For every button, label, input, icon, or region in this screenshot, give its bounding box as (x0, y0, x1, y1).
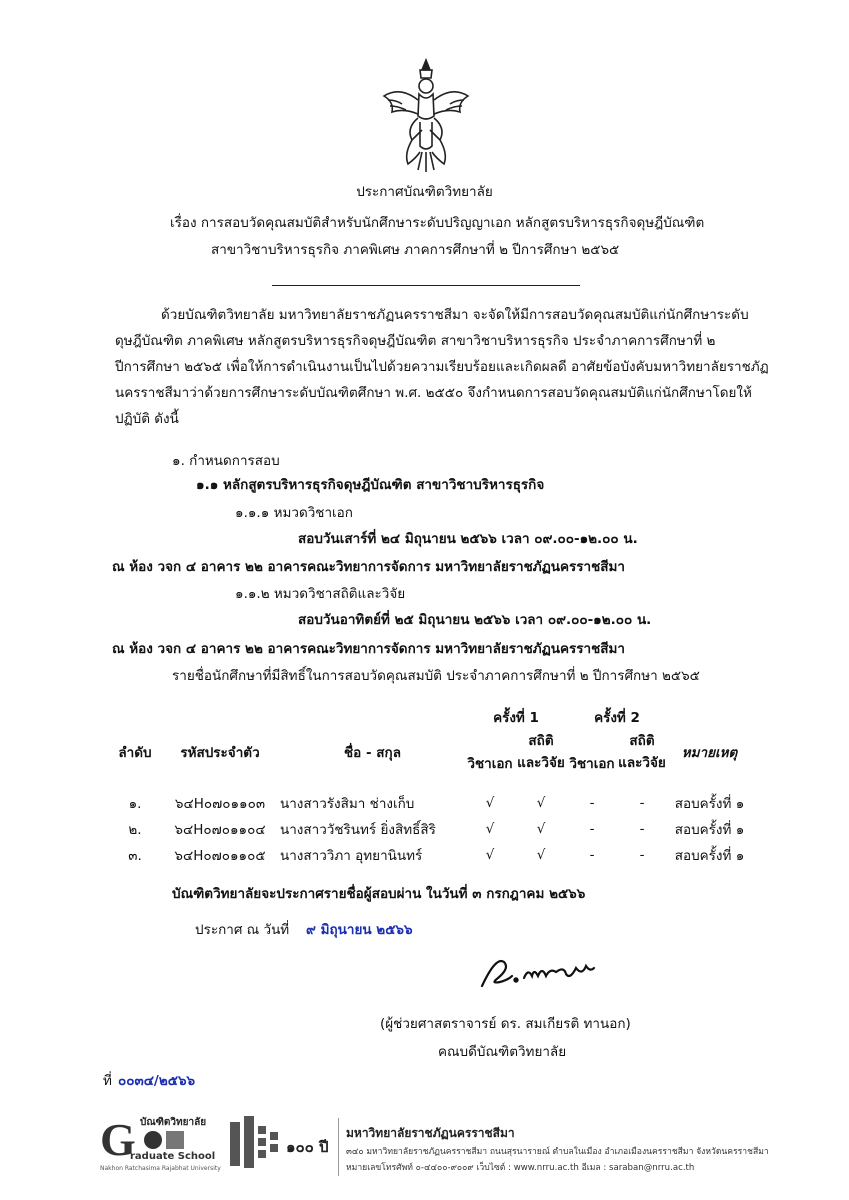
intro-line: ด้วยบัณฑิตวิทยาลัย มหาวิทยาลัยราชภัฏนครราชสีมา จะจัดให้มีการสอบวัดคุณสมบัติแก่นักศึกษาระดับ (161, 307, 749, 323)
subject-line-1: เรื่อง การสอบวัดคุณสมบัติสำหรับนักศึกษาระดับปริญญาเอก หลักสูตรบริหารธุรกิจดุษฎีบัณฑิต (170, 215, 705, 231)
row-r2-stat: - (639, 847, 645, 863)
footer-contact: หมายเลขโทรศัพท์ ๐-๔๔๐๐-๙๐๐๙ เว็บไซต์ : www.nrru.ac.th อีเมล : saraban@nrru.ac.th (346, 1163, 695, 1173)
col-stat-header-a: สถิติ (528, 733, 554, 749)
row-name: นางสาววัชรินทร์ ยิ่งสิทธิ์สิริ (280, 822, 436, 838)
item-stat-subject: ๑.๑.๒ หมวดวิชาสถิติและวิจัย (235, 586, 406, 602)
row-note: สอบครั้งที่ ๑ (674, 822, 745, 838)
item-program: ๑.๑ หลักสูตรบริหารธุรกิจดุษฎีบัณฑิต สาขาวิชาบริหารธุรกิจ (196, 477, 545, 493)
row-no: ๒. (128, 822, 142, 838)
logo-seal-icon (144, 1131, 162, 1149)
centenary-logo-icon (222, 1112, 284, 1176)
row-r2-major: - (589, 847, 595, 863)
row-id: ๖๔H๐๗๐๑๑๐๕ (174, 848, 266, 864)
col-note-header: หมายเหตุ (681, 745, 738, 761)
col-stat-header-b: และวิจัย (517, 755, 565, 771)
row-no: ๑. (128, 796, 142, 812)
table-header-rounds (110, 704, 752, 730)
row-r1-stat: √ (536, 821, 546, 837)
exam1-room: ณ ห้อง วจก ๔ อาคาร ๒๒ อาคารคณะวิทยาการจัดการ มหาวิทยาลัยราชภัฏนครราชสีมา (112, 559, 625, 575)
logo-english-name: raduate School (130, 1151, 216, 1162)
col-stat2-header (617, 730, 667, 774)
logo-thai-name: บัณฑิตวิทยาลัย (140, 1117, 207, 1128)
footer-university: มหาวิทยาลัยราชภัฏนครราชสีมา (346, 1126, 515, 1140)
row-name: นางสาวรังสิมา ช่างเก็บ (280, 796, 415, 812)
intro-paragraph (115, 302, 769, 432)
ref-number: ๐๐๓๔/๒๕๖๖ (118, 1073, 196, 1089)
col-name-header: ชื่อ - สกุล (344, 745, 401, 761)
col-id-header: รหัสประจำตัว (180, 745, 260, 761)
exam2-date: สอบวันอาทิตย์ที่ ๒๕ มิถุนายน ๒๕๖๖ เวลา ๐๙.๐๐-๑๒.๐๐ น. (298, 612, 652, 628)
graduate-school-logo (100, 1115, 220, 1175)
student-table (110, 704, 752, 868)
list-intro: รายชื่อนักศึกษาที่มีสิทธิ์ในการสอบวัดคุณสมบัติ ประจำภาคการศึกษาที่ ๒ ปีการศึกษา ๒๕๖๕ (172, 668, 700, 684)
announced-prefix: ประกาศ ณ วันที่ (195, 922, 290, 938)
row-r2-stat: - (639, 795, 645, 811)
row-id: ๖๔H๐๗๐๑๑๐๔ (174, 822, 266, 838)
col-stat2-header-a: สถิติ (629, 733, 655, 749)
exam1-date: สอบวันเสาร์ที่ ๒๔ มิถุนายน ๒๕๖๖ เวลา ๐๙.๐๐-๑๒.๐๐ น. (298, 531, 638, 547)
row-r1-stat: √ (536, 795, 546, 811)
table-row (110, 842, 752, 868)
table-row (110, 790, 752, 816)
garuda-emblem-icon (376, 56, 476, 174)
pass-announcement: บัณฑิตวิทยาลัยจะประกาศรายชื่อผู้สอบผ่าน ในวันที่ ๓ กรกฎาคม ๒๕๖๖ (172, 886, 586, 902)
row-note: สอบครั้งที่ ๑ (674, 848, 745, 864)
table-row (110, 816, 752, 842)
announced-date: ๙ มิถุนายน ๒๕๖๖ (306, 922, 413, 938)
round-2-header: ครั้งที่ 2 (594, 710, 640, 726)
row-name: นางสาววิภา อุทยานินทร์ (280, 848, 423, 864)
logo-crest-icon (166, 1131, 184, 1149)
row-no: ๓. (128, 848, 142, 864)
table-header-row (110, 730, 752, 774)
intro-line: ปฏิบัติ ดังนี้ (115, 411, 179, 427)
row-id: ๖๔H๐๗๐๑๑๐๓ (174, 796, 266, 812)
intro-line: ปีการศึกษา ๒๕๖๕ เพื่อให้การดำเนินงานเป็นไปด้วยความเรียบร้อยและเกิดผลดี อาศัยข้อบังคับมหาวิทยาลัยราชภัฏ (115, 359, 769, 375)
signature-image (478, 948, 598, 994)
footer-divider (338, 1118, 339, 1176)
col-stat-header (515, 730, 567, 774)
footer-address: ๓๔๐ มหาวิทยาลัยราชภัฏนครราชสีมา ถนนสุรนารายณ์ ตำบลในเมือง อำเภอเมืองนครราชสีมา จังหวัดนครราชสีมา (346, 1147, 769, 1157)
row-r1-stat: √ (536, 847, 546, 863)
ref-prefix: ที่ (103, 1073, 112, 1089)
col-stat2-header-b: และวิจัย (618, 755, 666, 771)
header-divider (272, 285, 580, 286)
centenary-label: ๑๐๐ ปี (286, 1138, 329, 1156)
logo-subtitle: Nakhon Ratchasima Rajabhat University (100, 1165, 221, 1172)
row-note: สอบครั้งที่ ๑ (674, 796, 745, 812)
item-exam-schedule: ๑. กำหนดการสอบ (172, 453, 280, 469)
row-r2-major: - (589, 795, 595, 811)
col-major-header: วิชาเอก (467, 756, 513, 772)
signer-title: คณบดีบัณฑิตวิทยาลัย (438, 1044, 567, 1060)
intro-line: นครราชสีมาว่าด้วยการศึกษาระดับบัณฑิตศึกษา พ.ศ. ๒๕๕๐ จึงกำหนดการสอบวัดคุณสมบัติแก่นักศึกษาโดยให้ (115, 385, 752, 401)
signer-name: (ผู้ช่วยศาสตราจารย์ ดร. สมเกียรติ ทานอก) (380, 1016, 631, 1032)
round-1-header: ครั้งที่ 1 (493, 710, 539, 726)
row-r2-major: - (589, 821, 595, 837)
row-r2-stat: - (639, 821, 645, 837)
logo-letter-g: G (100, 1114, 136, 1165)
issuer-title: ประกาศบัณฑิตวิทยาลัย (356, 184, 493, 200)
row-r1-major: √ (485, 795, 495, 811)
exam2-room: ณ ห้อง วจก ๔ อาคาร ๒๒ อาคารคณะวิทยาการจัดการ มหาวิทยาลัยราชภัฏนครราชสีมา (112, 641, 625, 657)
subject-line-2: สาขาวิชาบริหารธุรกิจ ภาคพิเศษ ภาคการศึกษาที่ ๒ ปีการศึกษา ๒๕๖๕ (211, 242, 620, 258)
item-major-subject: ๑.๑.๑ หมวดวิชาเอก (235, 505, 353, 521)
col-no-header: ลำดับ (118, 745, 152, 761)
row-r1-major: √ (485, 847, 495, 863)
intro-line: ดุษฎีบัณฑิต ภาคพิเศษ หลักสูตรบริหารธุรกิจดุษฎีบัณฑิต สาขาวิชาบริหารธุรกิจ ประจำภาคการศึกษาที่ ๒ (115, 333, 716, 349)
row-r1-major: √ (485, 821, 495, 837)
col-major2-header: วิชาเอก (569, 756, 615, 772)
